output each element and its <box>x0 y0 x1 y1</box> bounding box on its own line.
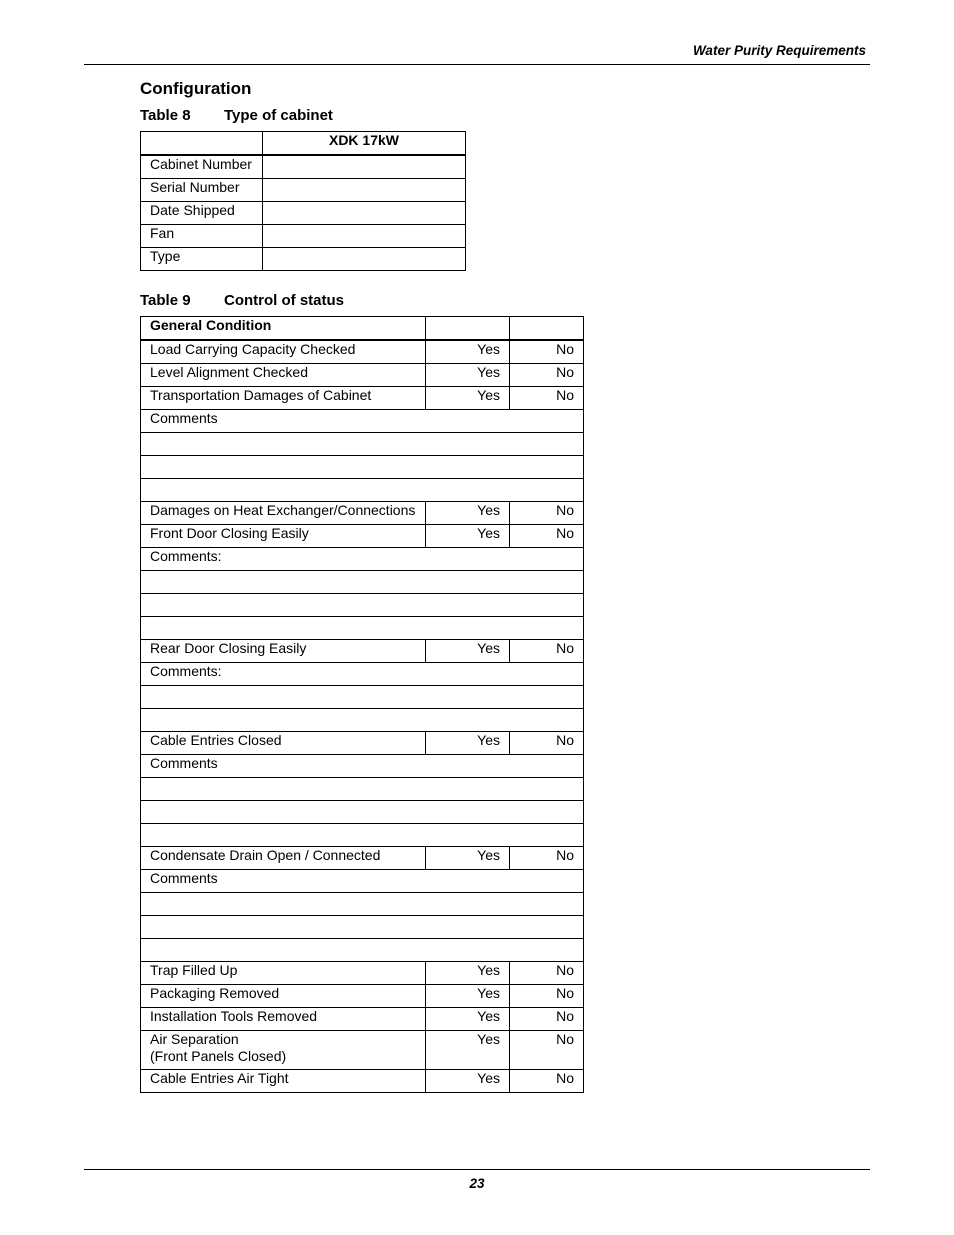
comment-line[interactable] <box>141 617 584 640</box>
check-label: Trap Filled Up <box>141 962 426 985</box>
no-option[interactable]: No <box>510 985 584 1008</box>
check-label: Installation Tools Removed <box>141 1008 426 1031</box>
status-control-table <box>140 316 584 1093</box>
section-title: Configuration <box>140 79 252 98</box>
yes-option[interactable]: Yes <box>426 364 510 387</box>
yes-option[interactable]: Yes <box>426 387 510 410</box>
no-option[interactable]: No <box>510 732 584 755</box>
comment-line[interactable] <box>141 433 584 456</box>
check-label: Load Carrying Capacity Checked <box>141 340 426 364</box>
table8-title: Type of cabinet <box>224 107 333 124</box>
table8-caption <box>140 107 333 124</box>
comment-line[interactable] <box>141 801 584 824</box>
yes-option[interactable]: Yes <box>426 502 510 525</box>
check-label: Rear Door Closing Easily <box>141 640 426 663</box>
no-option[interactable]: No <box>510 502 584 525</box>
yes-option[interactable]: Yes <box>426 985 510 1008</box>
no-option[interactable]: No <box>510 847 584 870</box>
comment-line[interactable] <box>141 778 584 801</box>
page-number: 23 <box>469 1176 485 1191</box>
check-label <box>141 1031 426 1070</box>
table8-value-cell[interactable] <box>263 248 466 271</box>
comment-line[interactable] <box>141 824 584 847</box>
no-option[interactable]: No <box>510 1008 584 1031</box>
check-label: Level Alignment Checked <box>141 364 426 387</box>
check-label: Cable Entries Air Tight <box>141 1070 426 1093</box>
yes-option[interactable]: Yes <box>426 1008 510 1031</box>
table8-row-label: Date Shipped <box>141 202 263 225</box>
no-option[interactable]: No <box>510 640 584 663</box>
table8-number: Table 8 <box>140 107 191 124</box>
air-separation-line1: Air Separation <box>150 1031 239 1047</box>
table8-column-header: XDK 17kW <box>263 132 466 156</box>
comments-label: Comments: <box>141 663 584 686</box>
yes-option[interactable]: Yes <box>426 847 510 870</box>
yes-option[interactable]: Yes <box>426 1031 510 1070</box>
comment-line[interactable] <box>141 594 584 617</box>
running-header: Water Purity Requirements <box>692 43 866 58</box>
air-separation-line2: (Front Panels Closed) <box>150 1048 287 1064</box>
cabinet-type-table <box>140 131 466 271</box>
no-option[interactable]: No <box>510 1031 584 1070</box>
comment-line[interactable] <box>141 571 584 594</box>
check-label: Packaging Removed <box>141 985 426 1008</box>
table9-header-blank <box>426 317 510 341</box>
check-label: Front Door Closing Easily <box>141 525 426 548</box>
comments-label: Comments <box>141 755 584 778</box>
check-label: Cable Entries Closed <box>141 732 426 755</box>
table8-row-label: Cabinet Number <box>141 155 263 179</box>
comment-line[interactable] <box>141 709 584 732</box>
yes-option[interactable]: Yes <box>426 1070 510 1093</box>
comment-line[interactable] <box>141 916 584 939</box>
comment-line[interactable] <box>141 479 584 502</box>
table8-value-cell[interactable] <box>263 202 466 225</box>
no-option[interactable]: No <box>510 962 584 985</box>
comment-line[interactable] <box>141 893 584 916</box>
table8-row-label: Type <box>141 248 263 271</box>
table8-row-label: Fan <box>141 225 263 248</box>
table8-row-label: Serial Number <box>141 179 263 202</box>
no-option[interactable]: No <box>510 364 584 387</box>
table9-header: General Condition <box>141 317 426 341</box>
no-option[interactable]: No <box>510 525 584 548</box>
comment-line[interactable] <box>141 939 584 962</box>
table8-value-cell[interactable] <box>263 179 466 202</box>
table8-corner-cell <box>141 132 263 156</box>
header-rule <box>84 64 870 65</box>
table9-number: Table 9 <box>140 292 191 309</box>
yes-option[interactable]: Yes <box>426 640 510 663</box>
table9-header-blank <box>510 317 584 341</box>
table8-value-cell[interactable] <box>263 155 466 179</box>
yes-option[interactable]: Yes <box>426 732 510 755</box>
comment-line[interactable] <box>141 686 584 709</box>
comments-label: Comments <box>141 870 584 893</box>
yes-option[interactable]: Yes <box>426 962 510 985</box>
yes-option[interactable]: Yes <box>426 340 510 364</box>
check-label: Condensate Drain Open / Connected <box>141 847 426 870</box>
check-label: Damages on Heat Exchanger/Connections <box>141 502 426 525</box>
check-label: Transportation Damages of Cabinet <box>141 387 426 410</box>
no-option[interactable]: No <box>510 387 584 410</box>
no-option[interactable]: No <box>510 1070 584 1093</box>
comment-line[interactable] <box>141 456 584 479</box>
comments-label: Comments: <box>141 548 584 571</box>
table9-caption <box>140 292 344 309</box>
footer-rule <box>84 1169 870 1170</box>
no-option[interactable]: No <box>510 340 584 364</box>
table9-title: Control of status <box>224 292 344 309</box>
table8-value-cell[interactable] <box>263 225 466 248</box>
yes-option[interactable]: Yes <box>426 525 510 548</box>
comments-label: Comments <box>141 410 584 433</box>
